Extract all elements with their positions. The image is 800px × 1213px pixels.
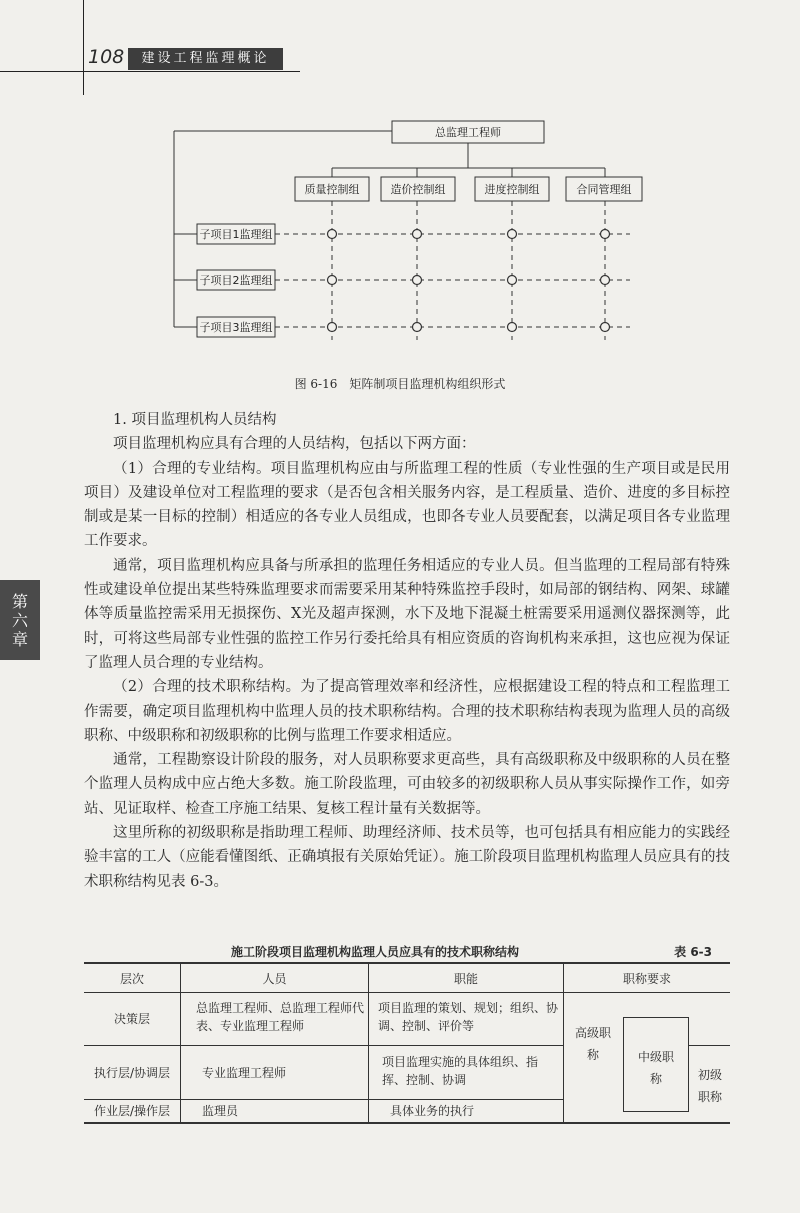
section-heading: 1. 项目监理机构人员结构	[113, 412, 277, 428]
table-cell-function: 项目监理的策划、规划；组织、协调、控制、评价等	[378, 1001, 559, 1033]
table-rule	[688, 1017, 689, 1112]
table-rule	[623, 1111, 689, 1112]
table-caption	[84, 943, 730, 961]
matrix-org-diagram	[0, 110, 800, 370]
table-rule	[84, 1045, 563, 1046]
table-header-title: 职称要求	[622, 972, 671, 986]
paragraph: （2）合理的技术职称结构。为了提高管理效率和经济性，应根据建设工程的特点和工程监理工作需要，确定项目监理机构中监理人员的技术职称结构。合理的技术职称结构表现为监理人员的高级职称、中级职称和初级职称的比例与监理工作要求相适应。	[84, 679, 730, 744]
table-rule	[623, 1017, 624, 1112]
title-senior: 高级职称	[574, 1026, 611, 1062]
table-cell-staff: 专业监理工程师	[202, 1066, 287, 1080]
table-rule	[623, 1017, 689, 1018]
table-header-level: 层次	[119, 972, 144, 986]
row-label-3: 子项目3监理组	[199, 321, 273, 334]
row-label-1: 子项目1监理组	[199, 228, 273, 241]
column-label-cost: 造价控制组	[390, 183, 446, 196]
table-cell-level: 作业层/操作层	[93, 1104, 171, 1118]
table-header-function: 职能	[453, 972, 478, 986]
paragraph: 通常，工程勘察设计阶段的服务，对人员职称要求更高些，具有高级职称及中级职称的人员在整个监理人员构成中应占绝大多数。施工阶段监理，可由较多的初级职称人员从事实际操作工作，如旁站、见证取样、检查工序施工结果、复核工程计量有关数据等。	[84, 752, 730, 817]
row-label-2: 子项目2监理组	[199, 274, 273, 287]
title-middle: 中级职称	[637, 1050, 674, 1086]
table-header-staff: 人员	[262, 972, 287, 986]
chief-engineer-label: 总监理工程师	[435, 126, 501, 139]
figure-caption: 图 6-16 矩阵制项目监理机构组织形式	[294, 377, 506, 391]
table-rule	[688, 1045, 730, 1046]
table-cell-staff: 总监理工程师、总监理工程师代表、专业监理工程师	[196, 1001, 365, 1033]
body-text	[84, 408, 730, 894]
paragraph: 这里所称的初级职称是指助理工程师、助理经济师、技术员等，也可包括具有相应能力的实践经验丰富的工人（应能看懂图纸、正确填报有关原始凭证）。施工阶段项目监理机构监理人员应具有的技术职称结构见表 6-3。	[84, 825, 730, 890]
table-cell-level: 决策层	[113, 1012, 150, 1026]
header-rule-horizontal	[0, 71, 300, 72]
column-label-schedule: 进度控制组	[484, 183, 540, 196]
chapter-tab	[0, 580, 40, 660]
book-title: 建设工程监理概论	[128, 48, 283, 70]
table-cell-level: 执行层/协调层	[93, 1066, 171, 1080]
page-number: 108	[88, 46, 125, 68]
table-cell-function: 具体业务的执行	[390, 1104, 475, 1118]
table-title: 施工阶段项目监理机构监理人员应具有的技术职称结构	[231, 945, 520, 959]
paragraph: （1）合理的专业结构。项目监理机构应由与所监理工程的性质（专业性强的生产项目或是民用项目）及建设单位对工程监理的要求（是否包含相关服务内容，是工程质量、造价、进度的多目标控制或是某一目标的控制）相适应的各专业人员组成，也即各专业人员要配套，以满足项目各专业监理工作要求。	[84, 460, 730, 550]
table-rule	[84, 1099, 563, 1100]
paragraph: 通常，项目监理机构应具备与所承担的监理任务相适应的专业人员。但当监理的工程局部有特殊性或建设单位提出某些特殊监理要求而需要采用某种特殊监控手段时，如局部的钢结构、网架、球罐体等质量监控需采用无损探伤、X光及超声探测，水下及地下混凝土桩需要采用遥测仪器探测等，此时，可将这些局部专业性强的监控工作另行委托给具有相应资质的咨询机构来承担，这也应视为保证了监理人员合理的专业结构。	[84, 557, 730, 671]
table-cell-function: 项目监理实施的具体组织、指挥、控制、协调	[382, 1055, 539, 1087]
table-number: 表 6-3	[674, 945, 712, 959]
title-junior: 初级职称	[697, 1068, 722, 1104]
table-cell-staff: 监理员	[202, 1104, 239, 1118]
column-label-contract: 合同管理组	[576, 183, 632, 196]
paragraph: 项目监理机构应具有合理的人员结构，包括以下两方面：	[113, 436, 476, 453]
column-label-quality: 质量控制组	[304, 183, 360, 196]
chapter-tab-label: 第 六 章	[11, 592, 28, 649]
header-rule-vertical	[83, 0, 84, 95]
